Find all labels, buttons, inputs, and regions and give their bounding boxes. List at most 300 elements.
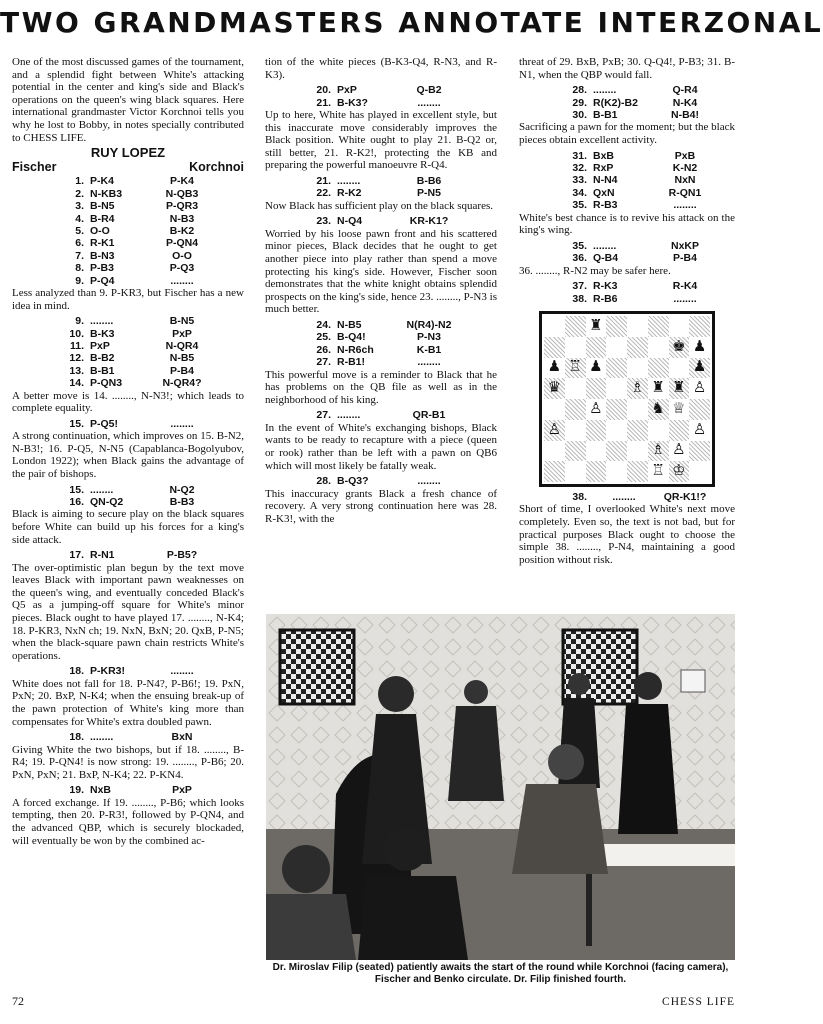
board-square (669, 316, 690, 337)
annotation: Less analyzed than 9. P-KR3, but Fischer has a new idea in mind. (12, 287, 244, 312)
tournament-photo-drawing (266, 614, 735, 960)
black-move: O-O (172, 249, 192, 262)
move-number: 5. (75, 224, 84, 237)
white-move: QN-Q2 (90, 496, 124, 508)
move-row (265, 319, 497, 331)
black-move: N-Q2 (169, 483, 195, 496)
black-move: K-B1 (416, 343, 442, 356)
move-list (12, 484, 244, 509)
board-square (586, 358, 607, 379)
board-square (669, 337, 690, 358)
move-row (265, 84, 497, 96)
black-move: P-K4 (170, 175, 194, 188)
move-row (12, 484, 244, 496)
white-move: NxB (90, 784, 112, 797)
white-move: ........ (593, 239, 617, 252)
annotation: A strong continuation, which improves on 15. B-N2, N-B3!; 16. P-Q5, N-N5 (Capablanca-Bogolyubov, London 1922); when Black gains the advantage of the pair of bishops. (12, 430, 244, 480)
white-move: R-B1! (337, 356, 365, 369)
white-move: P-Q5! (90, 417, 119, 430)
black-move: Q-R4 (672, 84, 698, 97)
board-square (648, 420, 669, 441)
white-move: B-B1 (593, 109, 618, 121)
move-number: 26. (316, 343, 331, 356)
white-move: P-QN3 (90, 377, 123, 390)
white-move: B-Q4! (337, 331, 366, 344)
black-move: ........ (417, 475, 441, 488)
move-number: 38. (572, 292, 587, 305)
board-square (565, 378, 586, 399)
board-square (586, 399, 607, 420)
move-number: 34. (572, 186, 587, 199)
black-move: P-N3 (417, 331, 441, 344)
annotation: Worried by his loose pawn front and his scattered minor pieces, Black decides that he ought to get another piece into play rather than spend a move protecting his king's side. However, Fischer soon demonstrates that the white knight obtains splendid prospects on the king's side, hence 23. ........, P-N3 is much better. (265, 227, 497, 316)
black-move: N-K4 (672, 96, 698, 109)
white-move: ........ (612, 491, 636, 504)
white-move: ........ (90, 483, 114, 496)
move-row (265, 187, 497, 199)
move-row (12, 352, 244, 364)
move-row (265, 175, 497, 187)
white-move: O-O (90, 224, 110, 237)
move-number: 19. (69, 784, 84, 797)
move-row (12, 262, 244, 274)
board-square (606, 399, 627, 420)
chess-piece: ♟ (692, 359, 707, 376)
annotation: tion of the white pieces (B-K3-Q4, R-N3, and R-K3). (265, 56, 497, 81)
column-3 (519, 56, 735, 616)
annotation: White does not fall for 18. P-N4?, P-B6!; 19. PxN, PxN; 20. BxP, N-K4; when the ensuing break-up of the pawn protection of White's king more than compensates for White's extra doubled pawn. (12, 677, 244, 728)
white-move: R-N1 (90, 549, 115, 562)
chess-piece: ♚ (672, 338, 686, 355)
annotation: threat of 29. BxB, PxB; 30. Q-Q4!, P-B3; 31. B-N1, when the QBP would fall. (519, 56, 735, 81)
move-row (519, 109, 735, 121)
board-square (544, 316, 565, 337)
move-list (12, 549, 244, 561)
move-number: 1. (75, 175, 84, 188)
chess-piece: ♗ (651, 442, 665, 459)
move-number: 4. (75, 212, 84, 225)
black-player: Korchnoi (189, 159, 244, 174)
white-move: B-N3 (90, 249, 115, 262)
move-row (12, 377, 244, 389)
annotation: White's best chance is to revive his attack on the king's wing. (519, 211, 735, 237)
page-number: 72 (12, 994, 24, 1008)
board-square (689, 316, 710, 337)
chess-piece: ♜ (589, 317, 603, 334)
board-square (689, 441, 710, 462)
black-move: ........ (417, 96, 441, 109)
move-row (519, 174, 735, 186)
black-move: PxP (172, 327, 192, 340)
chess-piece: ♙ (589, 400, 603, 417)
white-move: B-Q3? (337, 475, 369, 488)
move-list (519, 240, 735, 265)
black-move: ........ (170, 417, 194, 430)
move-row (12, 188, 244, 200)
move-number: 35. (572, 239, 587, 252)
black-move: QR-B1 (412, 409, 446, 422)
white-move: N-B5 (337, 318, 362, 331)
annotation: Up to here, White has played in excellent style, but this inaccurate move considerably improves the Black position. White ought to play 21. B-Q2 or, still better, 21. R-K2!, protecting the KB and preparing the powerful manoeuvre R-Q4. (265, 109, 497, 172)
black-move: N-B4! (671, 109, 699, 121)
move-number: 28. (572, 84, 587, 97)
annotation: This inaccuracy grants Black a fresh chance of recovery. A very strong continuation here was 28. R-K3!, with the (265, 487, 497, 525)
move-list (265, 175, 497, 200)
move-number: 21. (316, 174, 331, 187)
move-row (12, 225, 244, 237)
annotation: 36. ........, R-N2 may be safer here. (519, 264, 671, 277)
black-move: P-B4 (673, 252, 697, 265)
board-square (627, 441, 648, 462)
black-move: N-B5 (169, 352, 195, 365)
move-number: 38. (572, 491, 587, 504)
board-square (586, 441, 607, 462)
board-square (627, 316, 648, 337)
black-move: N-QR4 (165, 340, 199, 352)
board-square (586, 378, 607, 399)
black-move: KR-K1? (409, 215, 449, 228)
move-row (265, 409, 497, 421)
annotation: Black is aiming to secure play on the black squares before White can build up his forces for a king's side attack. (12, 508, 244, 546)
move-number: 20. (316, 84, 331, 97)
annotation: Now Black has sufficient play on the black squares. (265, 199, 493, 212)
board-square (689, 337, 710, 358)
black-move: QR-K1!? (663, 491, 707, 504)
chess-piece: ♙ (547, 421, 562, 438)
move-number: 13. (69, 364, 84, 377)
annotation: The over-optimistic plan begun by the text move leaves Black with important pawn weaknesses on the queen's wing, and eventually conceded Black's Q5 as a jumping-off square for White's minor pieces. Black ought to have played 17. ........, N-K4; 18. P-KR3, NxN ch; 19. NxN, BxN; 20. QxB, P-N5; when the black-square pawn chain restricts White's operations. (12, 561, 244, 662)
move-row (519, 293, 735, 305)
board-square (627, 420, 648, 441)
board-square (606, 337, 627, 358)
move-list (519, 150, 735, 212)
black-move: P-B4 (170, 364, 194, 377)
white-move: N-KB3 (90, 187, 123, 200)
black-move: P-N5 (417, 187, 441, 200)
move-number: 27. (316, 409, 331, 422)
annotation: Giving White the two bishops, but if 18. ........, B-R4; 19. P-QN4! is now strong: 19. ........, P-B6; 20. PxN, PxN; 21. BxP, N-K4; 22. P-KN4. (12, 743, 244, 781)
tournament-photo (266, 614, 735, 960)
move-row (12, 237, 244, 249)
move-list (265, 409, 497, 421)
board-square (627, 461, 648, 482)
move-number: 25. (316, 331, 331, 344)
board-square (544, 399, 565, 420)
black-move: B-B3 (169, 496, 195, 508)
black-move: ........ (170, 665, 194, 678)
move-row (519, 150, 735, 162)
board-square (565, 316, 586, 337)
white-move: R-B3 (593, 199, 618, 212)
white-move: B-K3? (337, 96, 368, 109)
white-move: BxB (593, 149, 615, 162)
board-square (627, 399, 648, 420)
running-foot: CHESS LIFE (662, 996, 735, 1008)
move-number: 14. (69, 377, 84, 390)
move-row (519, 199, 735, 211)
white-move: N-Q4 (337, 215, 363, 228)
black-move: P-QR3 (165, 200, 199, 213)
black-move: ........ (673, 199, 697, 212)
move-number: 21. (316, 96, 331, 109)
move-row (12, 496, 244, 508)
board-square (648, 337, 669, 358)
annotation: A better move is 14. ........, N-N3!; which leads to complete equality. (12, 389, 244, 415)
board-square (544, 420, 565, 441)
board-square (669, 420, 690, 441)
move-list (12, 731, 244, 743)
black-move: K-N2 (672, 162, 698, 174)
black-move: R-K4 (672, 280, 698, 293)
move-list (12, 665, 244, 677)
white-move: QxN (593, 186, 615, 199)
board-square (648, 358, 669, 379)
board-square (565, 399, 586, 420)
column-1 (12, 56, 244, 850)
black-move: R-QN1 (668, 186, 702, 199)
white-move: R-K2 (337, 187, 362, 200)
move-number: 32. (572, 162, 587, 174)
black-move: PxP (172, 784, 192, 797)
black-move: B-N5 (169, 315, 195, 328)
move-number: 12. (69, 352, 84, 365)
move-row (12, 549, 244, 561)
black-move: P-QN4 (165, 237, 199, 250)
white-move: ........ (90, 731, 114, 744)
chess-piece: ♛ (547, 380, 562, 397)
board-square (586, 337, 607, 358)
black-move: NxKP (670, 239, 699, 252)
black-move: ........ (417, 356, 441, 369)
move-row (12, 365, 244, 377)
move-list (12, 175, 244, 287)
chess-piece: ♖ (651, 463, 665, 480)
black-move: N-QB3 (165, 187, 199, 200)
article-headline: TWO GRANDMASTERS ANNOTATE INTERZONAL (0, 6, 823, 39)
move-row (12, 315, 244, 327)
move-number: 18. (69, 731, 84, 744)
white-move: ........ (90, 315, 114, 328)
black-move: ........ (673, 292, 697, 305)
move-row (12, 731, 244, 743)
move-number: 33. (572, 174, 587, 187)
move-number: 7. (75, 249, 84, 262)
move-row (12, 250, 244, 262)
board-square (669, 378, 690, 399)
move-number: 15. (69, 483, 84, 496)
move-row (12, 784, 244, 796)
white-move: Q-B4 (593, 252, 619, 265)
move-row (265, 475, 497, 487)
chess-piece: ♗ (630, 380, 645, 397)
white-move: RxP (593, 162, 614, 174)
chess-piece: ♖ (568, 359, 582, 376)
white-move: R-K1 (90, 237, 115, 250)
move-number: 2. (75, 187, 84, 200)
annotation: Sacrificing a pawn for the moment; but the black pieces obtain excellent activity. (519, 121, 735, 146)
move-list (265, 319, 497, 369)
white-move: B-N5 (90, 200, 115, 213)
board-square (565, 358, 586, 379)
move-number: 15. (69, 417, 84, 430)
move-row (519, 280, 735, 292)
move-list (12, 315, 244, 389)
black-move: PxB (674, 149, 696, 162)
players-line (12, 161, 244, 174)
intro-paragraph: One of the most discussed games of the tournament, and a splendid fight between White's attacking potential in the center and king's side and Black's operations on the queen's wing black squares. Here international grandmaster Victor Korchnoi tells you why he lost to Bobby, in notes specially contributed to CHESS LIFE. (12, 56, 244, 144)
move-number: 10. (69, 327, 84, 340)
white-move: R(K2)-B2 (593, 96, 638, 109)
move-row (12, 665, 244, 677)
board-square (648, 399, 669, 420)
board-square (669, 399, 690, 420)
column-2 (265, 56, 497, 528)
move-row (12, 340, 244, 352)
board-square (565, 337, 586, 358)
move-number: 28. (316, 475, 331, 488)
move-row (519, 187, 735, 199)
white-move: P-KR3! (90, 665, 126, 678)
move-list (519, 280, 735, 305)
move-list (519, 84, 735, 121)
black-move: B-B6 (416, 174, 442, 187)
board-square (648, 441, 669, 462)
move-number: 29. (572, 96, 587, 109)
board-square (669, 461, 690, 482)
board-square (627, 337, 648, 358)
black-move: N-B3 (169, 212, 195, 225)
chess-piece: ♟ (547, 359, 562, 376)
board-square (606, 441, 627, 462)
board-square (627, 358, 648, 379)
move-list (265, 475, 497, 487)
board-square (689, 461, 710, 482)
board-square (586, 316, 607, 337)
white-move: R-B6 (593, 292, 618, 305)
board-square (606, 316, 627, 337)
board-square (689, 420, 710, 441)
white-move: B-K3 (90, 327, 115, 340)
move-row (519, 240, 735, 252)
move-number: 16. (69, 496, 84, 508)
black-move: Q-B2 (416, 84, 442, 97)
move-list (12, 784, 244, 796)
move-number: 36. (572, 252, 587, 265)
move-row (12, 175, 244, 187)
white-move: PxP (90, 340, 110, 352)
move-row (519, 84, 735, 96)
move-list (519, 491, 735, 503)
black-move: P-B5? (166, 549, 198, 562)
white-move: B-R4 (90, 212, 115, 225)
board-square (648, 461, 669, 482)
white-move: P-Q4 (90, 274, 115, 287)
move-row (519, 97, 735, 109)
black-move: BxN (171, 731, 193, 744)
move-number: 9. (75, 315, 84, 328)
board-square (606, 358, 627, 379)
board-square (648, 316, 669, 337)
board-square (689, 358, 710, 379)
chess-piece: ♙ (692, 380, 707, 397)
black-move: ........ (170, 274, 194, 287)
chess-piece: ♜ (651, 380, 665, 397)
board-square (565, 461, 586, 482)
white-move: PxP (337, 84, 357, 97)
move-row (265, 344, 497, 356)
black-move: B-K2 (169, 224, 195, 237)
move-number: 22. (316, 187, 331, 200)
annotation: A forced exchange. If 19. ........, P-B6; which looks tempting, then 20. P-R3!, followed by P-QN4, and the advanced QBP, which is securely blockaded, will eventually be won by the combined ac- (12, 796, 244, 847)
board-square (606, 420, 627, 441)
chess-diagram (539, 311, 715, 487)
white-move: B-B2 (90, 352, 115, 365)
move-number: 27. (316, 356, 331, 369)
board-square (565, 420, 586, 441)
move-number: 9. (75, 274, 84, 287)
move-number: 17. (69, 549, 84, 562)
black-move: P-Q3 (169, 262, 195, 275)
move-row (12, 200, 244, 212)
white-move: ........ (337, 409, 361, 422)
board-square (544, 461, 565, 482)
board-square (606, 378, 627, 399)
board-square (627, 378, 648, 399)
move-row (265, 331, 497, 343)
chess-piece: ♙ (672, 442, 686, 459)
move-number: 30. (572, 109, 587, 121)
move-number: 11. (69, 340, 84, 352)
chess-piece: ♙ (692, 421, 707, 438)
move-number: 8. (75, 262, 84, 275)
chess-piece: ♔ (672, 463, 686, 480)
move-row (265, 97, 497, 109)
photo-caption: Dr. Miroslav Filip (seated) patiently awaits the start of the round while Korchnoi (facing camera), Fischer and Benko circulate. Dr. Filip finished fourth. (272, 962, 729, 985)
opening-title: RUY LOPEZ (90, 145, 166, 161)
board-square (586, 420, 607, 441)
board-square (669, 358, 690, 379)
board-square (544, 441, 565, 462)
move-list (265, 84, 497, 109)
board-square (544, 337, 565, 358)
white-move: B-B1 (90, 364, 115, 377)
board-square (586, 461, 607, 482)
move-number: 31. (572, 149, 587, 162)
move-number: 23. (316, 215, 331, 228)
move-number: 3. (75, 200, 84, 213)
board-square (669, 441, 690, 462)
move-row (519, 162, 735, 174)
chess-piece: ♟ (692, 338, 707, 355)
board-square (689, 399, 710, 420)
annotation: Short of time, I overlooked White's next move completely. Even so, the text is not bad, but for practical purposes Black ought to choose the simple 38. ........, P-N4, maintaining a good position without risk. (519, 503, 735, 566)
black-move: N-QR4? (162, 377, 202, 390)
black-move: N(R4)-N2 (406, 318, 452, 331)
board-square (544, 378, 565, 399)
chess-piece: ♞ (651, 400, 665, 417)
move-number: 35. (572, 199, 587, 212)
move-number: 37. (572, 280, 587, 293)
black-move: NxN (674, 174, 696, 187)
white-move: ........ (593, 84, 617, 97)
move-row (265, 356, 497, 368)
board-square (689, 378, 710, 399)
white-move: N-N4 (593, 174, 618, 187)
move-row (12, 275, 244, 287)
move-number: 6. (75, 237, 84, 250)
move-number: 18. (69, 665, 84, 678)
chess-piece: ♟ (589, 359, 603, 376)
